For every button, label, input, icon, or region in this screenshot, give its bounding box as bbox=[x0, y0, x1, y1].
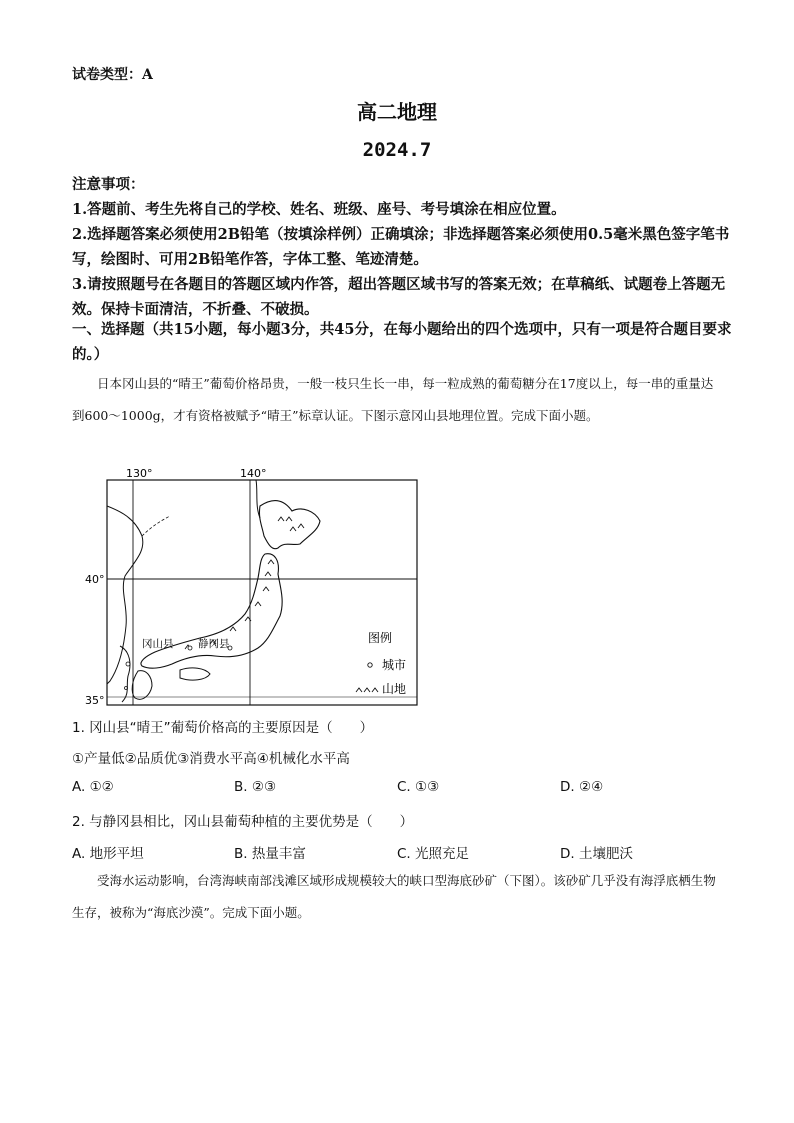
legend-city-label: 城市 bbox=[382, 658, 407, 672]
japan-map-figure bbox=[80, 466, 425, 711]
island bbox=[126, 662, 130, 666]
hokkaido bbox=[259, 501, 320, 549]
question-1-statements: ①产量低②品质优③消费水平高④机械化水平高 bbox=[72, 751, 350, 767]
lon-label-130: 130° bbox=[126, 467, 153, 480]
notice-item: 2.选择题答案必须使用2B铅笔（按填涂样例）正确填涂；非选择题答案必须使用0.5毫米黑色签字笔书写，绘图时、可用2B铅笔作答，字体工整、笔迹清楚。 bbox=[72, 226, 730, 268]
q1-option-c[interactable]: C. ①③ bbox=[397, 779, 440, 795]
shizuoka-label: 静冈县 bbox=[198, 638, 230, 650]
notice-block bbox=[72, 172, 732, 322]
lon-label-140: 140° bbox=[240, 467, 267, 480]
question-2-stem: 2. 与静冈县相比，冈山县葡萄种植的主要优势是（ ） bbox=[72, 814, 414, 830]
q2-option-c[interactable]: C. 光照充足 bbox=[397, 846, 470, 862]
legend-title: 图例 bbox=[368, 631, 393, 645]
notice-heading: 注意事项： bbox=[72, 176, 145, 193]
map-frame bbox=[107, 480, 417, 705]
mountain-symbols bbox=[185, 517, 304, 649]
q2-option-b[interactable]: B. 热量丰富 bbox=[234, 846, 306, 862]
legend-city-icon bbox=[368, 663, 372, 667]
question-1-stem: 1. 冈山县“晴王”葡萄价格高的主要原因是（ ） bbox=[72, 720, 374, 736]
paper-type: 试卷类型：A bbox=[72, 67, 153, 83]
shikoku bbox=[180, 668, 210, 680]
okayama-label: 冈山县 bbox=[142, 638, 174, 650]
honshu bbox=[141, 554, 282, 668]
lat-label-40: 40° bbox=[85, 573, 105, 586]
notice-item: 3.请按照题号在各题目的答题区域内作答，超出答题区域书写的答案无效；在草稿纸、试题卷上答题无效。保持卡面清洁，不折叠、不破损。 bbox=[72, 276, 726, 318]
legend-mountain-label: 山地 bbox=[382, 682, 407, 696]
exam-date: 2024.7 bbox=[362, 139, 432, 161]
q2-option-a[interactable]: A. 地形平坦 bbox=[72, 846, 144, 862]
passage-2: 受海水运动影响，台湾海峡南部浅滩区域形成规模较大的峡口型海底砂矿（下图）。该砂矿几乎没有海浮底栖生物生存，被称为“海底沙漠”。完成下面小题。 bbox=[72, 873, 716, 920]
notice-item: 1.答题前、考生先将自己的学校、姓名、班级、座号、考号填涂在相应位置。 bbox=[72, 201, 566, 218]
q1-option-a[interactable]: A. ①② bbox=[72, 779, 114, 795]
section-heading: 一、选择题（共15小题，每小题3分，共45分，在每小题给出的四个选项中，只有一项是符合题目要求的。） bbox=[72, 321, 732, 363]
lat-label-35: 35° bbox=[85, 694, 105, 707]
kyushu bbox=[132, 671, 152, 700]
city-marker-okayama bbox=[188, 646, 192, 650]
q2-option-d[interactable]: D. 土壤肥沃 bbox=[560, 846, 633, 862]
q1-option-d[interactable]: D. ②④ bbox=[560, 779, 604, 795]
page-title: 高二地理 bbox=[357, 100, 437, 124]
passage-1: 日本冈山县的“晴王”葡萄价格昂贵，一般一枝只生长一串，每一粒成熟的葡萄糖分在17度以上，每一串的重量达到600～1000g，才有资格被赋予“晴王”标章认证。下图示意冈山县地理位置。完成下面小题。 bbox=[72, 376, 714, 423]
q1-option-b[interactable]: B. ②③ bbox=[234, 779, 277, 795]
border-dashed bbox=[142, 516, 170, 536]
legend-mountain-icon bbox=[356, 688, 378, 692]
mainland-coast bbox=[107, 506, 143, 684]
